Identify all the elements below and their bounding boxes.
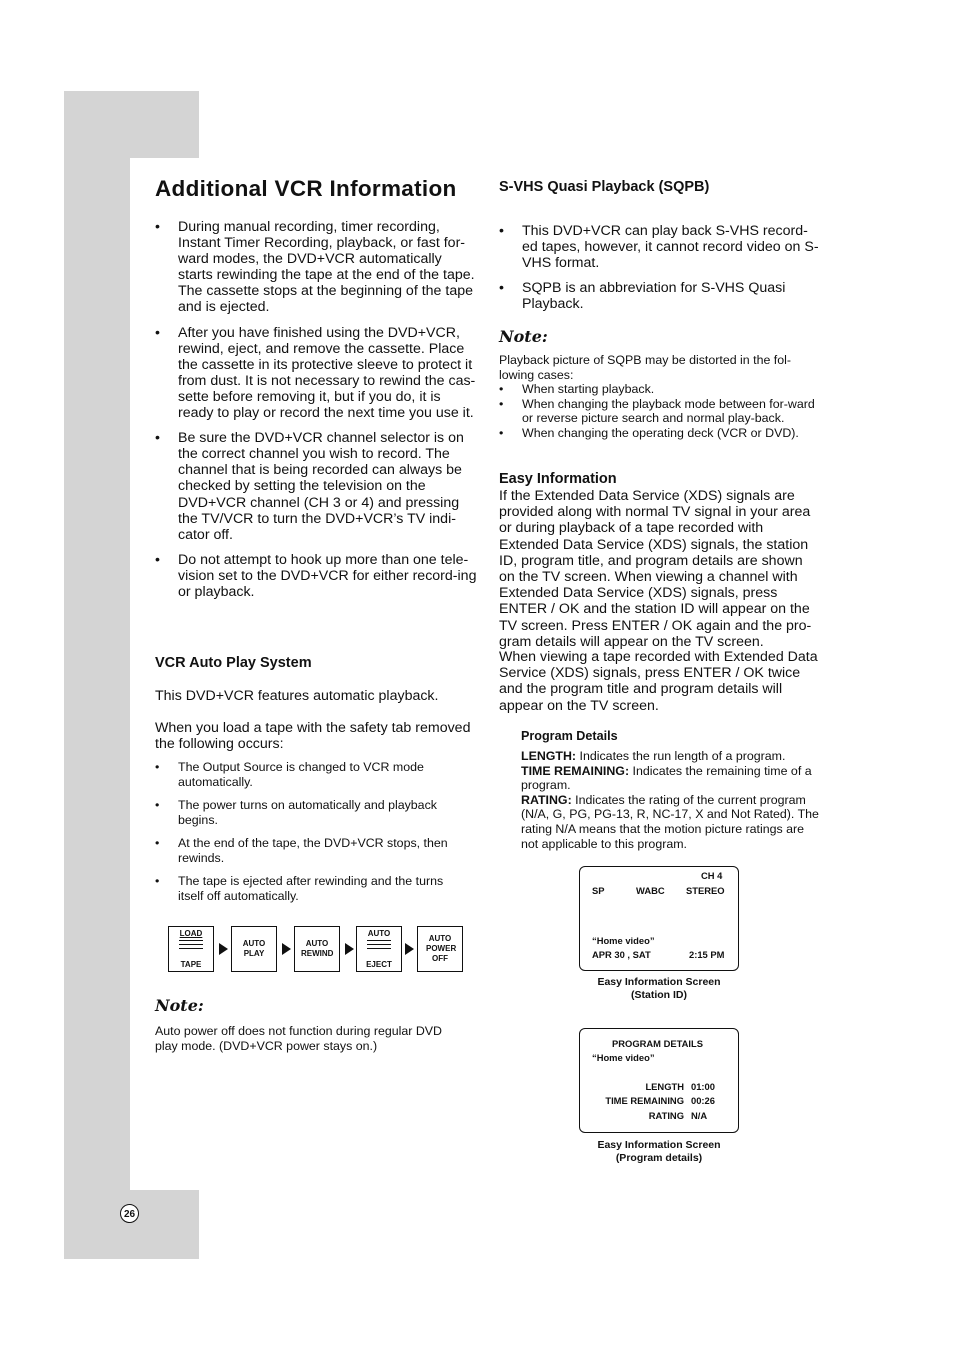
flow-label: TAPE [180,960,202,969]
auto-play-intro: This DVD+VCR features automatic playback. [155,688,439,704]
rating-value: N/A [691,1110,708,1121]
station-label: WABC [636,885,665,896]
flow-auto-eject [356,926,402,972]
program-details-text [521,749,821,851]
program-title: “Home video” [592,1052,655,1063]
tv-screen-program-details [579,1028,739,1133]
easy-info-text: If the Extended Data Service (XDS) signals are provided along with normal TV signal in your area or during playback of a tape recorded with Extended Data Service (XDS) signals, the station ID, program title, and program details are shown on the TV screen. When viewing a channel with Extended Data Service (XDS) signals, press ENTER / OK and the station ID will appear on the TV screen. Press ENTER / OK again and the pro-gram details will appear on the TV screen. [499,488,812,650]
rating-label: RATING [648,1110,684,1121]
flow-label: AUTO REWIND [301,939,334,958]
note-heading: Note: [155,996,204,1015]
length-desc: Indicates the run length of a program. [576,749,786,763]
length-label: LENGTH: [521,749,577,763]
list-item: • When changing the playback mode between for-ward or reverse picture search and normal play-back. [499,397,817,426]
sqpb-note-intro: Playback picture of SQPB may be distorted in the fol-lowing cases: [499,353,792,382]
margin-tab-bottom [64,1190,199,1259]
margin-bar [64,91,130,1259]
caption-line: Easy Information Screen [597,976,721,988]
sqpb-list [499,223,819,321]
sqpb-note-list [499,382,817,440]
screen-caption [579,1139,739,1164]
flow-load-tape [168,926,214,972]
list-item: • SQPB is an abbreviation for S-VHS Quasi Playback. [499,280,819,312]
time-label: 2:15 PM [689,949,725,960]
flow-auto-power-off [417,926,463,972]
tape-icon [179,940,203,955]
remaining-desc: Indicates the remaining time of a program. [521,763,812,793]
arrow-right-icon [219,943,228,955]
easy-info-text-2: When viewing a tape recorded with Extended Data Service (XDS) signals, press ENTER / OK twice and the program title and program details will appear on the TV screen. [499,649,818,714]
caption-line: (Station ID) [631,988,687,1001]
list-item: • The tape is ejected after rewinding and the turns itself off automatically. [155,874,460,904]
remaining-label: TIME REMAINING [605,1095,684,1106]
tv-screen-station-id [579,866,739,971]
screen-header: PROGRAM DETAILS [612,1038,703,1049]
tape-icon [367,940,391,955]
program-details-heading: Program Details [521,729,618,743]
list-item: • At the end of the tape, the DVD+VCR stops, then rewinds. [155,836,460,866]
list-item: • During manual recording, timer recording, Instant Timer Recording, playback, or fast for-ward modes, the DVD+VCR automatically starts rewinding the tape at the end of the tape. The cassette stops at the beginning of the tape and is ejected. [155,219,480,316]
flow-auto-rewind [294,926,340,972]
list-item: • After you have finished using the DVD+VCR, rewind, eject, and remove the cassette. Place the cassette in its protective sleeve to protect it from dust. It is not necessary to rewind the cas-sette before removing it, but if you do, it is ready to play or record the next time you use it. [155,325,480,422]
program-title: “Home video” [592,935,655,946]
page-number: 26 [120,1204,139,1223]
remaining-label: TIME REMAINING: [521,763,630,778]
list-item: • This DVD+VCR can play back S-VHS record-ed tapes, however, it cannot record video on S-VHS format. [499,223,819,271]
speed-label: SP [592,885,605,896]
rating-desc: Indicates the rating of the current program (N/A, G, PG, PG-13, R, NC-17, X and Not Rated). The rating N/A means that the motion picture ratings are not applicable to this program. [521,792,819,851]
page-title: Additional VCR Information [155,176,457,201]
audio-label: STEREO [686,885,725,896]
screen-caption [579,976,739,1001]
note-text: Auto power off does not function during regular DVD play mode. (DVD+VCR power stays on.) [155,1024,442,1053]
list-item: • Do not attempt to hook up more than one tele-vision set to the DVD+VCR for either record-ing or playback. [155,552,480,600]
flow-label: AUTO PLAY [242,939,266,958]
flow-auto-play [231,926,277,972]
remaining-value: 00:26 [691,1095,715,1106]
caption-line: Easy Information Screen [597,1139,721,1151]
auto-play-intro-2: When you load a tape with the safety tab removed the following occurs: [155,720,471,753]
caption-line: (Program details) [615,1151,703,1164]
vcr-info-list [155,219,480,609]
length-value: 01:00 [691,1081,715,1092]
arrow-right-icon [345,943,354,955]
arrow-right-icon [282,943,291,955]
flow-label: AUTO POWER OFF [426,934,457,963]
list-item: • The power turns on automatically and playback begins. [155,798,460,828]
channel-label: CH 4 [701,870,723,881]
list-item: • When starting playback. [499,382,817,397]
list-item: • Be sure the DVD+VCR channel selector is on the correct channel you wish to record. The channel that is being recorded can always be checked by setting the television on the DVD+VCR channel (CH 3 or 4) and pressing the TV/VCR to turn the DVD+VCR’s TV indi-cator off. [155,430,480,543]
arrow-right-icon [405,943,414,955]
flow-label: AUTO [367,929,391,938]
section-heading-sqpb: S-VHS Quasi Playback (SQPB) [499,179,710,195]
date-label: APR 30 , SAT [592,949,651,960]
list-item: • The Output Source is changed to VCR mode automatically. [155,760,460,790]
flow-label: EJECT [366,960,392,969]
rating-label: RATING: [521,792,572,807]
section-heading-easy-info: Easy Information [499,471,617,487]
flow-label: LOAD [179,929,203,938]
note-heading: Note: [499,327,548,346]
length-label: LENGTH [645,1081,684,1092]
list-item: • When changing the operating deck (VCR or DVD). [499,426,817,441]
auto-play-list [155,760,460,912]
section-heading-auto-play: VCR Auto Play System [155,655,312,671]
